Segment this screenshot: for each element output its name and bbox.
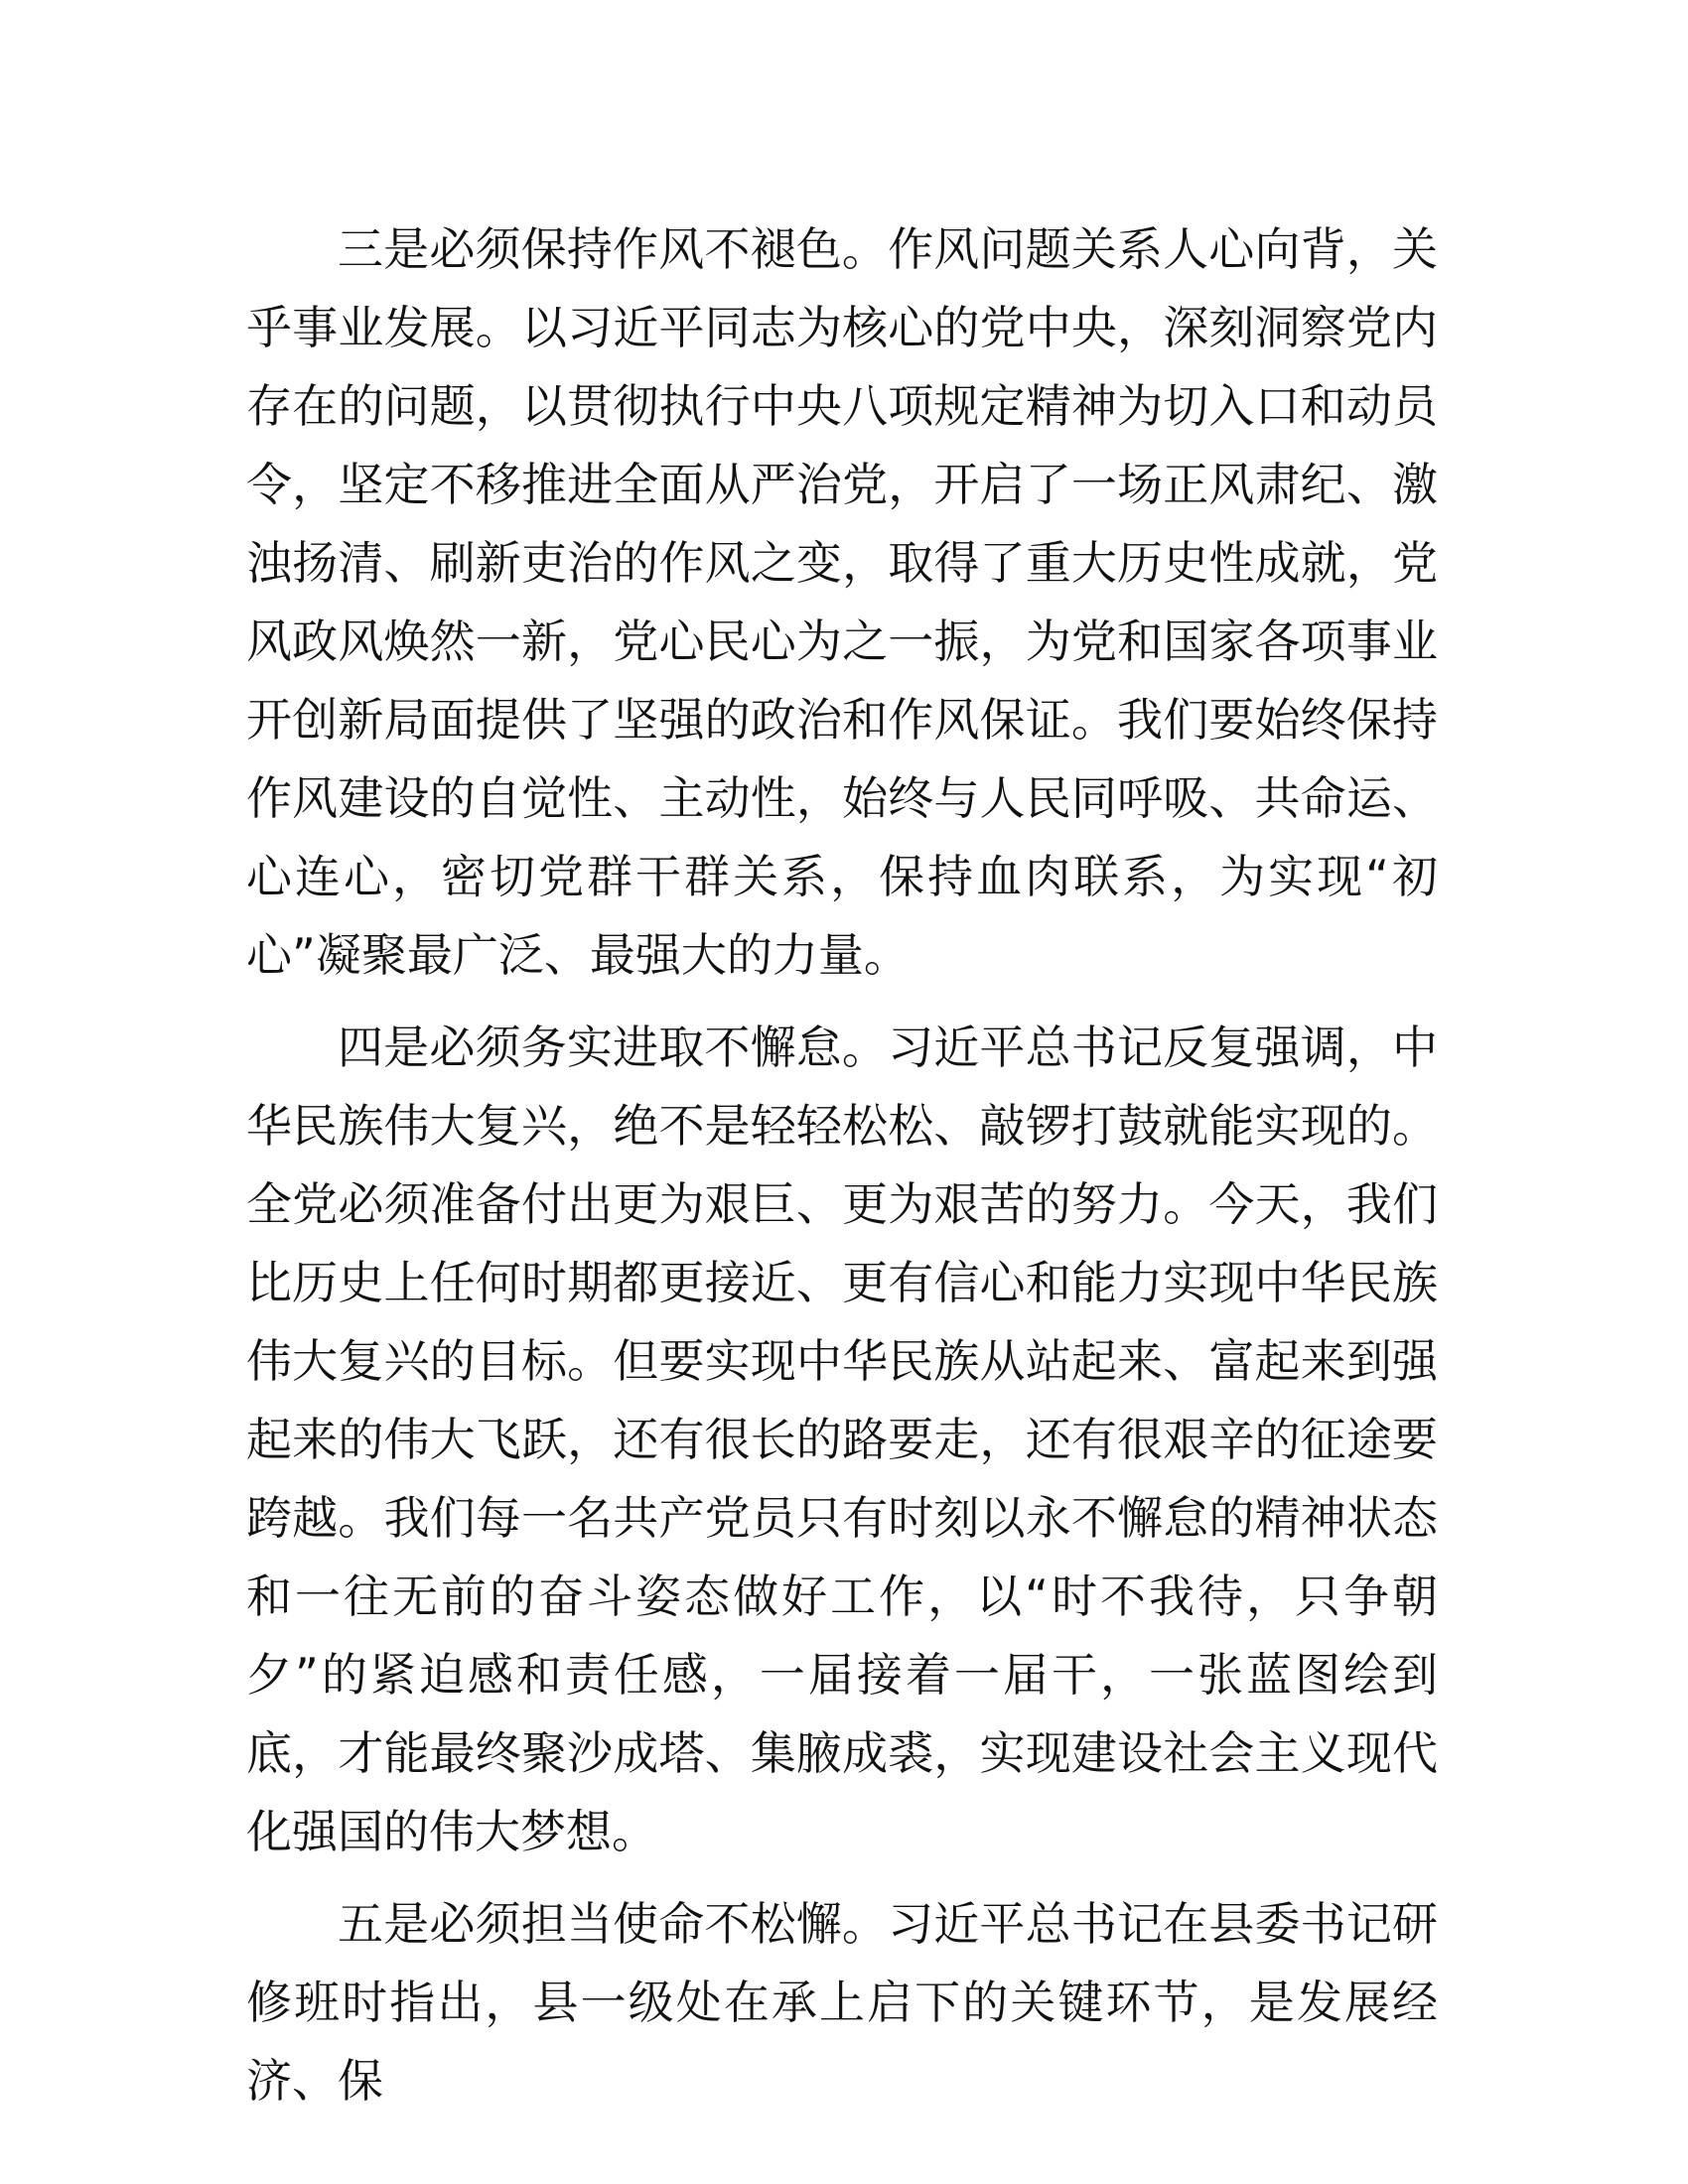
body-text bbox=[246, 210, 1438, 2134]
paragraph-style: 三是必须保持作风不褪色。作风问题关系人心向背，关乎事业发展。以习近平同志为核心的党中央，深刻洞察党内存在的问题，以贯彻执行中央八项规定精神为切入口和动员令，坚定不移推进全面从严治党，开启了一场正风肃纪、激浊扬清、刷新吏治的作风之变，取得了重大历史性成就，党风政风焕然一新，党心民心为之一振，为党和国家各项事业开创新局面提供了坚强的政治和作风保证。我们要始终保持作风建设的自觉性、主动性，始终与人民同呼吸、共命运、心连心，密切党群干群关系，保持血肉联系，为实现“初心”凝聚最广泛、最强大的力量。 bbox=[246, 222, 1438, 982]
paragraph-diligence: 四是必须务实进取不懈怠。习近平总书记反复强调，中华民族伟大复兴，绝不是轻轻松松、敲锣打鼓就能实现的。全党必须准备付出更为艰巨、更为艰苦的努力。今天，我们比历史上任何时期都更接近、更有信心和能力实现中华民族伟大复兴的目标。但要实现中华民族从站起来、富起来到强起来的伟大飞跃，还有很长的路要走，还有很艰辛的征途要跨越。我们每一名共产党员只有时刻以永不懈怠的精神状态和一往无前的奋斗姿态做好工作，以“时不我待，只争朝夕”的紧迫感和责任感，一届接着一届干，一张蓝图绘到底，才能最终聚沙成塔、集腋成裘，实现建设社会主义现代化强国的伟大梦想。 bbox=[246, 1021, 1438, 1858]
paragraph-mission: 五是必须担当使命不松懈。习近平总书记在县委书记研修班时指出，县一级处在承上启下的关键环节，是发展经济、保 bbox=[246, 1897, 1438, 2108]
